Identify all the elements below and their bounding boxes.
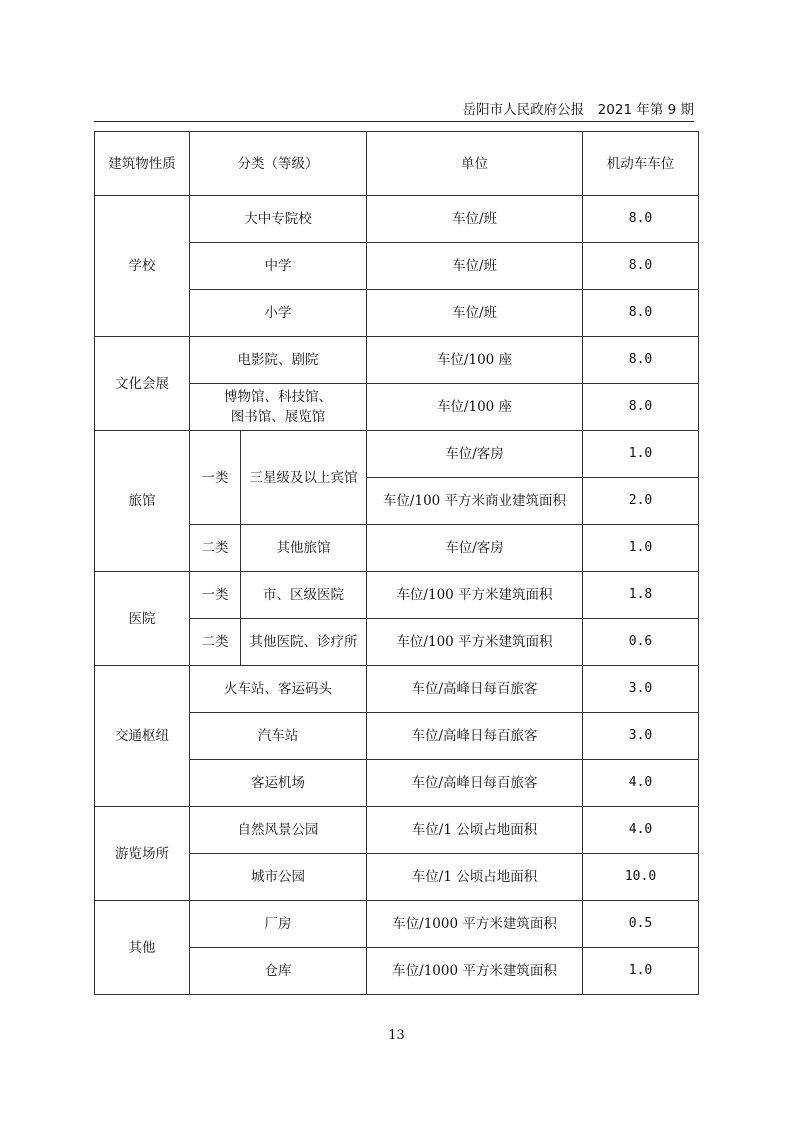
table-row: [95, 901, 699, 948]
unit-cell: 车位/1 公顷占地面积: [367, 854, 583, 901]
class-cell: 其他旅馆: [241, 525, 367, 572]
value-cell: 8.0: [583, 290, 699, 337]
unit-cell: 车位/班: [367, 290, 583, 337]
value-cell: 8.0: [583, 243, 699, 290]
unit-cell: 车位/高峰日每百旅客: [367, 760, 583, 807]
page-header: 岳阳市人民政府公报 2021 年第 9 期: [462, 102, 694, 118]
value-cell: 1.0: [583, 948, 699, 995]
column-header: 单位: [367, 132, 583, 196]
class-cell: 自然风景公园: [190, 807, 367, 854]
unit-cell: 车位/班: [367, 196, 583, 243]
unit-cell: 车位/100 座: [367, 337, 583, 384]
class-cell: 汽车站: [190, 713, 367, 760]
value-cell: 8.0: [583, 196, 699, 243]
tier-cell: 二类: [190, 619, 241, 666]
unit-cell: 车位/高峰日每百旅客: [367, 713, 583, 760]
class-cell: 电影院、剧院: [190, 337, 367, 384]
unit-cell: 车位/1000 平方米建筑面积: [367, 901, 583, 948]
unit-cell: 车位/客房: [367, 525, 583, 572]
class-cell: 客运机场: [190, 760, 367, 807]
value-cell: 2.0: [583, 478, 699, 525]
value-cell: 4.0: [583, 760, 699, 807]
value-cell: 10.0: [583, 854, 699, 901]
table-header-row: [95, 132, 699, 196]
category-cell: 交通枢纽: [95, 666, 190, 807]
value-cell: 3.0: [583, 713, 699, 760]
value-cell: 0.6: [583, 619, 699, 666]
tier-cell: 一类: [190, 431, 241, 525]
class-cell: [190, 384, 367, 431]
table-row: [95, 337, 699, 384]
value-cell: 1.0: [583, 431, 699, 478]
class-cell: 中学: [190, 243, 367, 290]
unit-cell: 车位/1 公顷占地面积: [367, 807, 583, 854]
page-number: 13: [388, 1028, 405, 1043]
unit-cell: 车位/班: [367, 243, 583, 290]
value-cell: 8.0: [583, 337, 699, 384]
category-cell: 学校: [95, 196, 190, 337]
class-cell: 火车站、客运码头: [190, 666, 367, 713]
category-cell: 医院: [95, 572, 190, 666]
unit-cell: 车位/100 座: [367, 384, 583, 431]
column-header: 分类（等级）: [190, 132, 367, 196]
column-header: 建筑物性质: [95, 132, 190, 196]
parking-standard-table: [94, 131, 699, 995]
unit-cell: 车位/100 平方米建筑面积: [367, 619, 583, 666]
class-cell: 城市公园: [190, 854, 367, 901]
category-cell: 旅馆: [95, 431, 190, 572]
value-cell: 0.5: [583, 901, 699, 948]
tier-cell: 一类: [190, 572, 241, 619]
value-cell: 1.0: [583, 525, 699, 572]
value-cell: 8.0: [583, 384, 699, 431]
class-cell: 小学: [190, 290, 367, 337]
class-cell-line: 博物馆、科技馆、: [224, 389, 332, 405]
class-cell: 仓库: [190, 948, 367, 995]
unit-cell: 车位/100 平方米商业建筑面积: [367, 478, 583, 525]
value-cell: 3.0: [583, 666, 699, 713]
unit-cell: 车位/高峰日每百旅客: [367, 666, 583, 713]
category-cell: 文化会展: [95, 337, 190, 431]
table-row: [95, 196, 699, 243]
table-row: [95, 431, 699, 478]
class-cell: 大中专院校: [190, 196, 367, 243]
class-cell: 厂房: [190, 901, 367, 948]
value-cell: 1.8: [583, 572, 699, 619]
tier-cell: 二类: [190, 525, 241, 572]
unit-cell: 车位/100 平方米建筑面积: [367, 572, 583, 619]
table-row: [95, 572, 699, 619]
category-cell: 游览场所: [95, 807, 190, 901]
class-cell: 其他医院、诊疗所: [241, 619, 367, 666]
class-cell: 三星级及以上宾馆: [241, 431, 367, 525]
header-rule: [94, 121, 694, 122]
unit-cell: 车位/客房: [367, 431, 583, 478]
category-cell: 其他: [95, 901, 190, 995]
class-cell-line: 图书馆、展览馆: [230, 409, 326, 425]
unit-cell: 车位/1000 平方米建筑面积: [367, 948, 583, 995]
table-row: [95, 807, 699, 854]
table-row: [95, 666, 699, 713]
class-cell: 市、区级医院: [241, 572, 367, 619]
value-cell: 4.0: [583, 807, 699, 854]
column-header: 机动车车位: [583, 132, 699, 196]
